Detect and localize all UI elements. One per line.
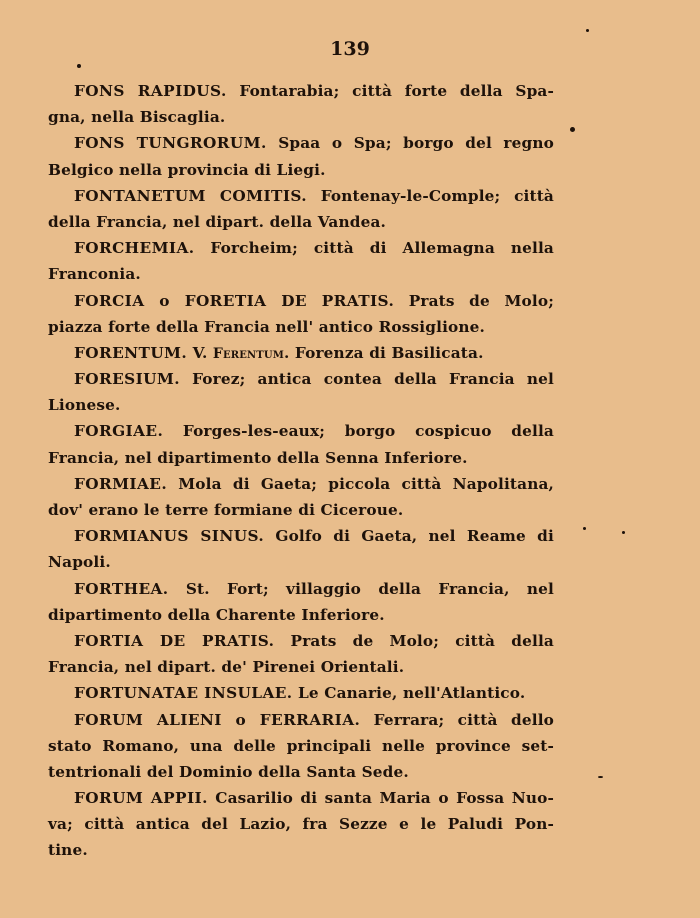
dictionary-entries [48, 78, 554, 864]
entry-line: della Francia, nel dipart. della Vandea. [48, 212, 386, 231]
entry-text: Mola di Gaeta; piccola città Napolitana, [167, 474, 554, 493]
entry-line: gna, nella Biscaglia. [48, 108, 226, 127]
entry-text: Fontarabia; città forte della Spa- [226, 82, 554, 100]
ink-speck [622, 531, 625, 534]
dictionary-entry [48, 707, 554, 786]
entry-line [48, 183, 554, 209]
entry-headword: FORCIA o FORETIA DE PRATIS. [74, 291, 395, 310]
entry-text: Prats de Molo; [394, 291, 554, 310]
entry-cross-ref: Ferentum [212, 345, 284, 362]
entry-line [48, 288, 554, 314]
entry-line: tine. [48, 841, 88, 860]
entry-headword: FORGIAE. [74, 422, 164, 441]
entry-headword: FORTIA DE PRATIS. [74, 631, 275, 650]
entry-text: . Forenza di Basilicata. [283, 343, 484, 362]
entry-headword: FORCHEMIA. [74, 239, 195, 258]
entry-text: Le Canarie, nell'Atlantico. [292, 684, 526, 703]
entry-line: dov' erano le terre formiane di Ciceroue. [48, 501, 404, 519]
dictionary-entry [48, 680, 554, 706]
ink-speck [583, 527, 586, 530]
entry-cross-ref-prefix: V. [187, 343, 213, 362]
entry-line: va; città antica del Lazio, fra Sezze e le Paludi Pon- [48, 815, 554, 834]
dictionary-entry [48, 523, 554, 575]
entry-text: Forcheim; città di Allemagna nella [194, 239, 554, 258]
dictionary-entry [48, 183, 554, 235]
entry-headword: FORMIANUS SINUS. [74, 527, 265, 546]
entry-line [48, 523, 554, 549]
entry-text: Ferrara; città dello [360, 710, 555, 729]
entry-line [48, 366, 554, 392]
dictionary-entry [48, 471, 554, 523]
entry-line [48, 340, 554, 366]
dictionary-entry [48, 235, 554, 287]
entry-line: tentrionali del Dominio della Santa Sede. [48, 762, 409, 781]
entry-line [48, 471, 554, 497]
entry-headword: FONS RAPIDUS. [74, 82, 227, 100]
entry-line [48, 130, 554, 156]
entry-headword: FORTHEA. [74, 579, 169, 598]
entry-line [48, 707, 554, 733]
entry-headword: FONTANETUM COMITIS. [74, 186, 308, 205]
entry-line: Napoli. [48, 553, 111, 572]
ink-speck [598, 776, 603, 778]
page-number: 139 [330, 38, 370, 60]
entry-text: Forez; antica contea della Francia nel [179, 370, 554, 389]
entry-line: Lionese. [48, 396, 121, 415]
dictionary-entry [48, 130, 554, 182]
dictionary-entry [48, 785, 554, 864]
entry-text: St. Fort; villaggio della Francia, nel [168, 579, 554, 598]
entry-line [48, 680, 554, 706]
entry-headword: FONS TUNGRORUM. [74, 134, 267, 153]
entry-headword: FORESIUM. [74, 370, 180, 389]
entry-line [48, 628, 554, 654]
dictionary-entry [48, 366, 554, 418]
entry-text: Forges-les-eaux; borgo cospicuo della [163, 422, 554, 441]
entry-text: Prats de Molo; città della [274, 631, 554, 650]
entry-text: Casarilio di santa Maria o Fossa Nuo- [207, 789, 554, 808]
entry-headword: FORUM APPII. [74, 789, 208, 808]
entry-line: Belgico nella provincia di Liegi. [48, 160, 326, 179]
dictionary-entry [48, 576, 554, 628]
entry-line [48, 418, 554, 444]
dictionary-entry [48, 628, 554, 680]
entry-headword: FORENTUM. [74, 343, 188, 362]
entry-line: Francia, nel dipartimento della Senna Inferiore. [48, 448, 468, 467]
dictionary-entry [48, 418, 554, 470]
ink-speck [586, 29, 589, 32]
entry-line [48, 78, 554, 104]
entry-line [48, 785, 554, 811]
entry-line: stato Romano, una delle principali nelle province set- [48, 736, 554, 755]
entry-headword: FORMIAE. [74, 474, 168, 493]
entry-line: Franconia. [48, 265, 141, 284]
entry-text: Golfo di Gaeta, nel Reame di [264, 527, 554, 546]
dictionary-entry [48, 340, 554, 366]
ink-speck [570, 127, 575, 132]
entry-headword: FORUM ALIENI o FERRARIA. [74, 710, 361, 729]
entry-line [48, 235, 554, 261]
entry-headword: FORTUNATAE INSULAE. [74, 684, 293, 703]
ink-speck [77, 64, 81, 68]
dictionary-entry [48, 288, 554, 340]
dictionary-entry [48, 78, 554, 130]
entry-line [48, 576, 554, 602]
entry-text: Spaa o Spa; borgo del regno [266, 134, 554, 153]
entry-line: dipartimento della Charente Inferiore. [48, 605, 385, 624]
entry-text: Fontenay-le-Comple; città [307, 186, 554, 205]
entry-line: Francia, nel dipart. de' Pirenei Orientali. [48, 658, 405, 677]
entry-line: piazza forte della Francia nell' antico Rossiglione. [48, 317, 486, 336]
